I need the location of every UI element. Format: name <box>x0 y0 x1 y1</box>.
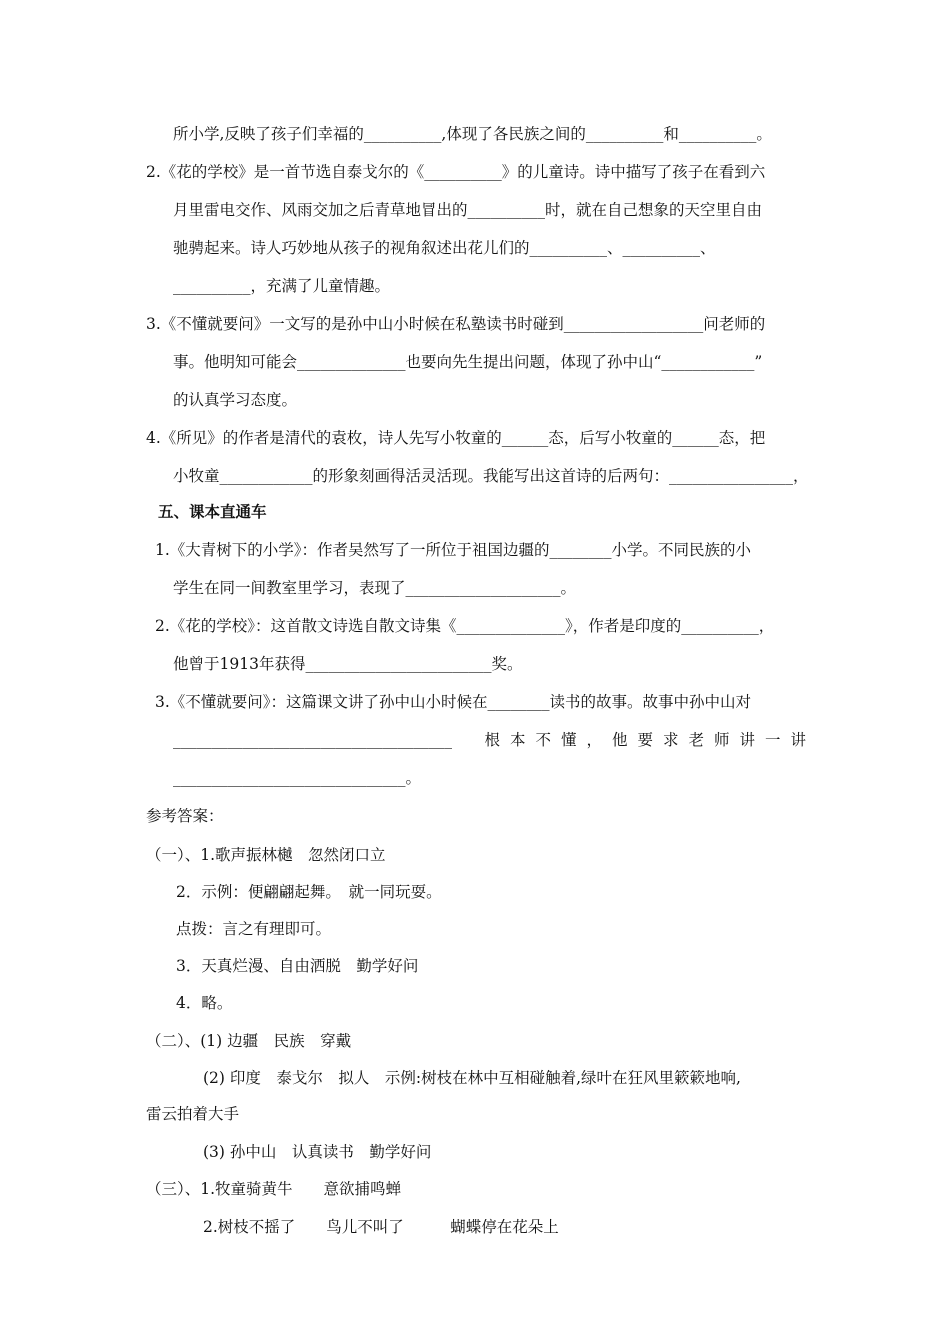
blank: ____________________________________ <box>173 731 452 749</box>
answer-line: 点拨：言之有理即可。 <box>176 920 332 938</box>
answer-line: （一）、1.歌声振林樾 忽然闭口立 <box>146 846 386 864</box>
question-2-line-3: 驰骋起来。诗人巧妙地从孩子的视角叙述出花儿们的__________、__________、 <box>173 239 716 257</box>
answer-line: 2.树枝不摇了 鸟儿不叫了 蝴蝶停在花朵上 <box>203 1218 559 1236</box>
section-5-heading: 五、课本直通车 <box>158 502 267 521</box>
question-3-line-3: 的认真学习态度。 <box>173 391 298 409</box>
section5-q1-line-2: 学生在同一间教室里学习，表现了____________________。 <box>173 579 577 597</box>
section5-q3-line-1: 3.《不懂就要问》：这篇课文讲了孙中山小时候在________读书的故事。故事中孙中山对 <box>155 693 752 711</box>
section5-q3-line-3: ______________________________。 <box>173 769 422 787</box>
question-3-line-1: 3.《不懂就要问》一文写的是孙中山小时候在私塾读书时碰到__________________问老师的 <box>146 315 766 333</box>
question-3-line-2: 事。他明知可能会______________也要向先生提出问题，体现了孙中山“____________” <box>173 353 763 371</box>
question-4-line-1: 4.《所见》的作者是清代的袁枚，诗人先写小牧童的______态，后写小牧童的______态，把 <box>146 429 766 447</box>
answer-line: (3) 孙中山 认真读书 勤学好问 <box>203 1143 432 1161</box>
section5-q1-line-1: 1.《大青树下的小学》：作者吴然写了一所位于祖国边疆的________小学。不同民族的小 <box>155 541 752 559</box>
text: 根本不懂，他要求老师讲一讲 <box>484 731 816 749</box>
text-line: 所小学,反映了孩子们幸福的__________,体现了各民族之间的__________和__________。 <box>173 125 772 143</box>
answer-line: 3．天真烂漫、自由洒脱 勤学好问 <box>176 957 419 975</box>
answer-line: 2．示例：便翩翩起舞。 就一同玩耍。 <box>176 883 442 901</box>
answer-line: 雷云拍着大手 <box>146 1105 240 1123</box>
question-2-line-1: 2.《花的学校》是一首节选自泰戈尔的《__________》的儿童诗。诗中描写了孩子在看到六 <box>146 163 766 181</box>
answer-line: （二）、(1) 边疆 民族 穿戴 <box>146 1032 352 1050</box>
section5-q3-line-2 <box>173 730 816 750</box>
question-2-line-2: 月里雷电交作、风雨交加之后青草地冒出的__________时，就在自己想象的天空里自由 <box>173 201 763 219</box>
question-2-line-4: __________，充满了儿童情趣。 <box>173 277 391 295</box>
question-4-line-2: 小牧童____________的形象刻画得活灵活现。我能写出这首诗的后两句：________________， <box>173 467 809 485</box>
answers-heading: 参考答案： <box>146 807 224 825</box>
section5-q2-line-1: 2.《花的学校》：这首散文诗选自散文诗集《______________》，作者是印度的__________， <box>155 617 775 635</box>
answer-line: 4．略。 <box>176 994 233 1012</box>
section5-q2-line-2: 他曾于1913年获得________________________奖。 <box>173 655 523 673</box>
answer-line: (2) 印度 泰戈尔 拟人 示例:树枝在林中互相碰触着,绿叶在狂风里簌簌地响, <box>203 1069 741 1087</box>
answer-line: （三）、1.牧童骑黄牛 意欲捕鸣蝉 <box>146 1180 402 1198</box>
